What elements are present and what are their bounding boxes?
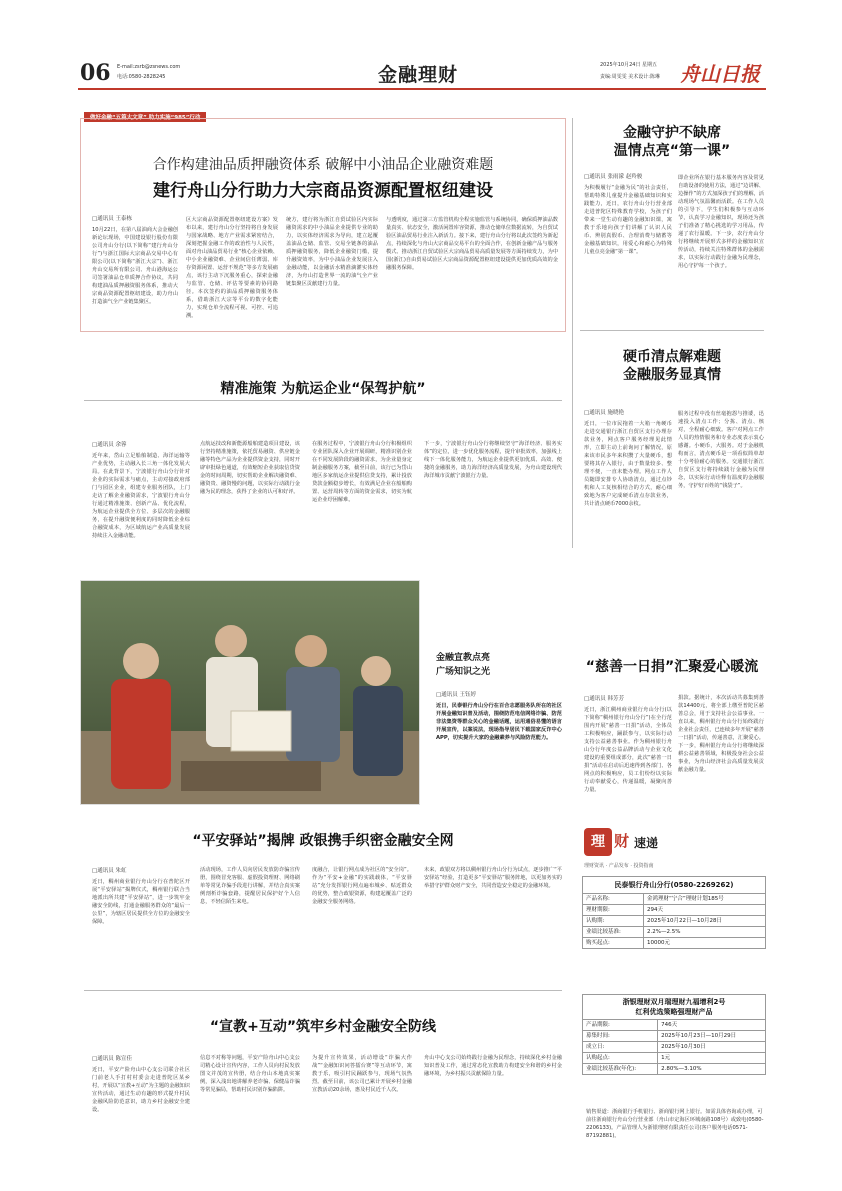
lead-title: 建行舟山分行助力大宗商品资源配置枢纽建设 — [153, 181, 493, 201]
lead-col-3: 统方，建行将为浙江自贸试验区内实际融资需求的中小油品企业提供专业的助力，以实体经济需求为导向，建立起覆盖油品仓储、监管、交易全链条的油品质押融资服务，降低企业融资门槛，提升融资效率，为中小油品企业发展注入金融动能，以金融活水精准滴灌实体经济，为舟山打造世界一流的油气全产业链集聚区贡献建行力量。 — [286, 217, 378, 287]
table-cell: 认购起点: — [583, 1053, 658, 1064]
table-cell: 2025年10月23日—10月29日 — [658, 1031, 766, 1042]
table-cell: 产品期限: — [583, 1020, 658, 1031]
table-cell: 业绩比较基准(年化): — [583, 1064, 658, 1075]
table-cell: 2025年10月30日 — [658, 1042, 766, 1053]
safe-col-2: 活动现场，工作人员向居民发放防诈骗宣传册，围绕冒充客服、虚假投资理财、网络刷单等常见诈骗手段进行讲解，并结合真实案例剖析诈骗套路，提醒居民保护好个人信息，不轻信陌生来电。 — [200, 867, 300, 905]
header-phone: 电话:0580-2828245 — [117, 74, 166, 80]
table-row — [583, 1064, 766, 1075]
express-logo-text: 财 — [614, 832, 630, 850]
table-row — [583, 894, 766, 905]
table-row — [583, 905, 766, 916]
feature-text: 近日，民泰银行舟山分行在百合志愿服务队所在的社区开展金融知识普及活动，围绕防范电信网络诈骗、防范非法集资等群众关心的金融话题，运用通俗易懂的语言开展宣传，以案说法，现场指导居民下载国家反诈中心APP，切实提升大家的金融素养与风险防范能力。 — [436, 703, 562, 741]
express-box1-table — [582, 893, 766, 949]
article2-col-2: 点航运技改和新能源船舶建造项目建设，该行坚持精准施策，依托贸易融资、供应链金融等特色产品为企业提供资金支持，同时开辟审批绿色通道，有效缩短企业获取信贷资金的时间周期，切实帮助企业解决融资难、融资贵、融资慢的问题，以实际行动践行金融为民的理念，获得了企业的认可和好评。 — [200, 441, 300, 495]
right1-col-2: 即企业所在银行基本服务内容及常见自助设备的使用方法，通过“边讲解、边操作”的方式加深孩子们的理解，活动现场气氛温馨而活跃。在工作人员的引导下，学生们积极参与互动环节，认真学习金融知识，现场还为孩子们准备了精心挑选的学习用品，传递了农行温暖。下一步，农行舟山分行将继续开展形式多样的金融知识宣传活动，持续关注特殊群体的金融需求，以实际行动践行金融为民理念，用心守护每一个孩子。 — [678, 175, 764, 269]
express-tagline: 理财资讯 · 产品发布 · 投资指南 — [584, 863, 654, 869]
express-box1 — [582, 876, 766, 949]
table-row — [583, 927, 766, 938]
right2-byline: □通讯员 施晓艳 — [584, 410, 624, 416]
table-cell: 购买起点: — [583, 938, 644, 949]
right1-col-1: 为积极履行“金融为民”的社会责任，帮助特殊儿童提升金融基础知识和实践能力，近日，农行舟山分行营业部走进普陀区特殊教育学校，为孩子们带来一堂生动有趣的金融知识课，寓教于乐地向孩子们讲解了认识人民币、辨别真假币、合理消费与储蓄等金融基础知识，用爱心和耐心为特殊儿童点亮金融“第一课”。 — [584, 185, 672, 255]
express-box2-title-line1: 浙银理财双月瑞理财九福增利2号 — [582, 994, 766, 1007]
table-cell: 金鸿理财“宁合”理财计划185号 — [644, 894, 766, 905]
header-email: E-mail:zsrb@zsnews.com — [117, 64, 181, 70]
lead-byline: □通讯员 王泰栋 — [92, 216, 132, 222]
table-cell: 理财期限: — [583, 905, 644, 916]
express-logo — [584, 828, 612, 856]
rural-col-3: 为提升宣传效果，活动增设“诈骗大作战”“金融知识问答擂台赛”等互动环节，寓教于乐，吸引村民踊跃参与，现场气氛热烈。截至目前，该公司已累计开展乡村金融宣教活动20余场，惠及村民近千人次。 — [312, 1055, 412, 1093]
right1-byline: □通讯员 张雨濛 赵羚骏 — [584, 174, 643, 180]
right2-col-2: 服务过程中没有丝毫抱怨与推诿，迅速投入清点工作；分拣、清点、核对，全程耐心细致。客户对网点工作人员的热情服务和专业态度表示衷心感谢。小硬币，大服务。对于金融机构而言，清点硬币是一项看似简单却十分考验耐心的服务。交通银行浙江自贸区支行将持续践行金融为民理念，以实际行动诠释有温度的金融服务，守护好百姓的“钱袋子”。 — [678, 411, 764, 489]
top-tag: 做好金融“五篇大文章” 助力实施“985”行动 — [84, 112, 206, 122]
safe-col-3: 度融合，让银行网点成为社区的“安全岗”。作为“平安+金融”的实践载体，“平安驿站”充分发挥银行网点遍布城乡、贴近群众的优势，整合政银资源，构建起覆盖广泛的金融安全服务网络。 — [312, 867, 412, 905]
rural-col-4: 舟山中心支公司始终践行金融为民理念，持续深化乡村金融知识普及工作，通过常态化宣教助力构建安全和谐的乡村金融环境，为乡村振兴贡献保险力量。 — [424, 1055, 562, 1077]
table-cell: 产品名称: — [583, 894, 644, 905]
table-cell: 10000元 — [644, 938, 766, 949]
table-cell: 募集时间: — [583, 1031, 658, 1042]
express-box2-title-line2: 红利优选策略强理财产品 — [582, 1007, 766, 1019]
table-row — [583, 1031, 766, 1042]
feature-title-line2: 广场知识之光 — [436, 667, 491, 677]
charity-col-1: 近日，浙江稠州商业银行舟山分行(以下简称“稠州银行舟山分行”)在全行范围内开展“慈善一日捐”活动，全体员工积极响应，踊跃参与，以实际行动支持公益慈善事业。作为稠州银行舟山分行年度公益品牌活动与企业文化建设的重要组成部分，此次“慈善一日捐”活动在启动后迅速得到各部门、各网点的积极响应，员工们纷纷以实际行动奉献爱心，传递温暖，凝聚向善力量。 — [584, 707, 672, 793]
express-box2-table — [582, 1019, 766, 1075]
feature-title-line1: 金融宣教点亮 — [436, 653, 491, 663]
express-note: 销售渠道：浙商银行手机银行、浙商银行网上银行。如需具体咨询或办理，可前往浙商银行舟山分行营业部（舟山市定海区环城南路108号）或致电(0580-2206133)。产品管理人为浙银理财有限责任公司(客户服务电话0571-87192881)。 — [586, 1109, 764, 1139]
safe-title: “平安驿站”揭牌 政银携手织密金融安全网 — [192, 833, 454, 849]
express-logo-char: 理 — [591, 834, 605, 850]
article2-col-4: 下一步，宁波银行舟山分行将继续坚守“海洋经济、服务实体”的定位，进一步优化服务流程，提升审批效率，加强线上线下一体化服务能力，为航运企业提供更加优质、高效、便捷的金融服务，助力海洋经济高质量发展，为舟山建设现代海洋城市贡献宁波银行力量。 — [424, 441, 562, 479]
express-title: 速递 — [634, 836, 659, 850]
charity-byline: □通讯员 韩芳芳 — [584, 696, 624, 702]
table-cell: 成立日: — [583, 1042, 658, 1053]
table-cell: 1元 — [658, 1053, 766, 1064]
header-editors: 责编:周雯雯 美术设计:陈琳 — [600, 74, 660, 80]
feature-photo-image — [81, 581, 420, 805]
right2-title-line1: 硬币清点解难题 — [623, 349, 721, 365]
charity-title: “慈善一日捐”汇聚爱心暖流 — [585, 659, 759, 675]
rural-col-2: 信息不对称等问题，平安产险舟山中心支公司精心设计宣传内容，工作人员向村民发放图文并茂的宣传册，结合舟山本地真实案例，深入浅出地讲解养老诈骗、保健品诈骗等常见骗局，帮助村民识别诈骗陷阱。 — [200, 1055, 300, 1093]
table-row — [583, 916, 766, 927]
safe-col-1: 近日，稠州商业银行舟山分行在普陀区开展“平安驿站”揭牌仪式，稠州银行联合当地派出所共建“平安驿站”，进一步筑牢金融安全防线，打通金融服务群众的“最后一公里”，为辖区居民提供全方位的金融安全保障。 — [92, 879, 190, 925]
safe-byline: □通讯员 朱虹 — [92, 868, 127, 874]
charity-col-2: 捐款。据统计，本次活动共募集到善款14400元，将全部上缴至普陀区慈善总会，用于支持社会公益事业。一直以来，稠州银行舟山分行始终践行企业社会责任，已连续多年开展“慈善一日捐”活动，传递善意，汇聚爱心。下一步，稠州银行舟山分行将继续深耕公益慈善领域，积极投身社会公益事业，为舟山经济社会高质量发展贡献金融力量。 — [678, 695, 764, 773]
express-box2 — [582, 994, 766, 1075]
right2-col-1: 近日，一位市民拖着一大箱一角硬币走进交通银行浙江自贸区支行办理存款业务，网点客户服务经理见此情形，立即主动上前询问了解情况，原来该市民多年来积攒了大量硬币，想要将其存入银行，由于数量较多、整理不便，一直未能办理。网点工作人员随即安排专人协助清点，通过点钞机和人工复核相结合的方式，耐心细致地为客户完成硬币清点存款业务，共计清点硬币7000余枚。 — [584, 421, 672, 507]
header-rule — [78, 88, 766, 90]
lead-col-4: 与透明度，通过第三方监管机构全程实施监管与系统协同，确保质押油品数量真实、状态安全，激活闲置库容资源，推动仓储单位数据流转，为自贸试验区油品贸易行业注入新活力。接下来，建行舟山分行将以此次签约为新起点，持续深化与舟山大宗商品交易平台的全面合作，在创新金融产品与服务模式、推动浙江自贸试验区大宗商品贸易高质量发展等方面持续发力，为中国(浙江)自由贸易试验区大宗商品资源配置枢纽建设提供更加优质高效的金融服务保障。 — [386, 217, 558, 271]
article2-rule — [84, 400, 562, 401]
rural-byline: □通讯员 陈宣佳 — [92, 1056, 132, 1062]
article2-col-3: 在服务过程中，宁波银行舟山分行积极组织专业团队深入企业开展调研，精准识别企业在不同发展阶段的融资需求，为企业量身定制金融服务方案，截至目前，该行已为岱山地区多家航运企业提供信贷支持，累计投放贷款金额稳步增长，有效满足企业在船舶购置、运营周转等方面的资金需求，切实为航运企业纾困解难。 — [312, 441, 412, 503]
feature-byline: □通讯员 王钰婷 — [436, 692, 476, 698]
feature-photo — [80, 580, 420, 805]
right-column-divider — [572, 118, 573, 548]
rural-title: “宣教+互动”筑牢乡村金融安全防线 — [209, 1019, 437, 1035]
right2-rule — [580, 330, 764, 331]
safe-col-4: 未来，政银双方将以稠州银行舟山分行为试点，逐步推广“平安驿站”经验，打造更多“平安驿站”服务阵地，以更加务实的举措守护群众财产安全，共同营造安全稳定的金融环境。 — [424, 867, 562, 889]
lead-col-1: 10月22日，在第八届油商大会金融创新论坛现场，中国建设银行股份有限公司舟山分行(以下简称“建行舟山分行”)与浙江国际大宗商品交易中心有限公司(以下简称“浙江大宗”)、浙江舟山交易所有限公司、舟山港海运公司签署油品仓单质押合作协议，共同构建油品质押融资服务体系，推动大宗商品资源配置枢纽建设，助力舟山打造油气全产业链集聚区。 — [92, 227, 178, 305]
paper-logo: 舟山日报 — [680, 62, 760, 86]
table-row — [583, 1020, 766, 1031]
rural-rule — [84, 990, 562, 991]
table-cell: 业绩比较基准: — [583, 927, 644, 938]
table-cell: 2.80%—3.10% — [658, 1064, 766, 1075]
right1-title-line2: 温情点亮“第一课” — [613, 143, 731, 159]
page-number: 06 — [80, 60, 111, 86]
right2-title-line2: 金融服务显真情 — [623, 367, 721, 383]
right1-title-line1: 金融守护不缺席 — [623, 125, 721, 141]
rural-col-1: 近日，平安产险舟山中心支公司联合社区门前老人手打村村委会走进普陀区某乡村，开展以“宣教+互动”为主题的金融知识宣传活动，通过生动有趣的形式提升村民金融风险防范意识，助力乡村金融安全建设。 — [92, 1067, 190, 1113]
table-row — [583, 1042, 766, 1053]
table-cell: 认购期: — [583, 916, 644, 927]
table-row — [583, 1053, 766, 1064]
table-cell: 2.2%—2.5% — [644, 927, 766, 938]
express-box1-title: 民泰银行舟山分行(0580-2269262) — [582, 876, 766, 893]
article2-col-1: 近年来，岱山立足船舶制造、海洋运输等产业优势，主动融入长三角一体化发展大局。在此背景下，宁波银行舟山分行针对企业的实际需求与痛点，主动对接政府部门与园区企业，组建专业服务团队，上门走访了解企业融资需求，宁波银行舟山分行通过精准施策、创新产品、优化流程，为航运企业提供全方位、多层次的金融服务，在提升融资便利度的同时降低企业综合融资成本，为区域航运产业高质量发展持续注入金融动能。 — [92, 453, 190, 539]
table-cell: 746天 — [658, 1020, 766, 1031]
article2-title: 精准施策 为航运企业“保驾护航” — [220, 381, 426, 397]
table-cell: 2025年10月22日—10月28日 — [644, 916, 766, 927]
header-date: 2025年10月24日 星期五 — [600, 62, 658, 68]
lead-col-2: 区大宗商品资源配置枢纽建设方案》发布以来，建行舟山分行坚持将自身发展与国家战略、地方产业需求紧密结合，深刻把握金融工作的政治性与人民性，面对舟山油品贸易行业“核心企业依赖、中小企业融资难、企业间信任薄弱、库存资源闲置、运营不规范”等多方发展痛点，该行主动下沉服务重心，探索金融与监管、仓储、评估等要素的协同路径。本次签约的油品质押融资服务体系，借助浙江大宗等平台的数字化能力，实现仓单全流程可视、可控、可追溯。 — [186, 217, 278, 319]
article2-byline: □通讯员 余蓉 — [92, 442, 127, 448]
table-row — [583, 938, 766, 949]
section-title: 金融理财 — [378, 64, 459, 86]
lead-subtitle: 合作构建油品质押融资体系 破解中小油品企业融资难题 — [152, 157, 494, 173]
table-cell: 294天 — [644, 905, 766, 916]
